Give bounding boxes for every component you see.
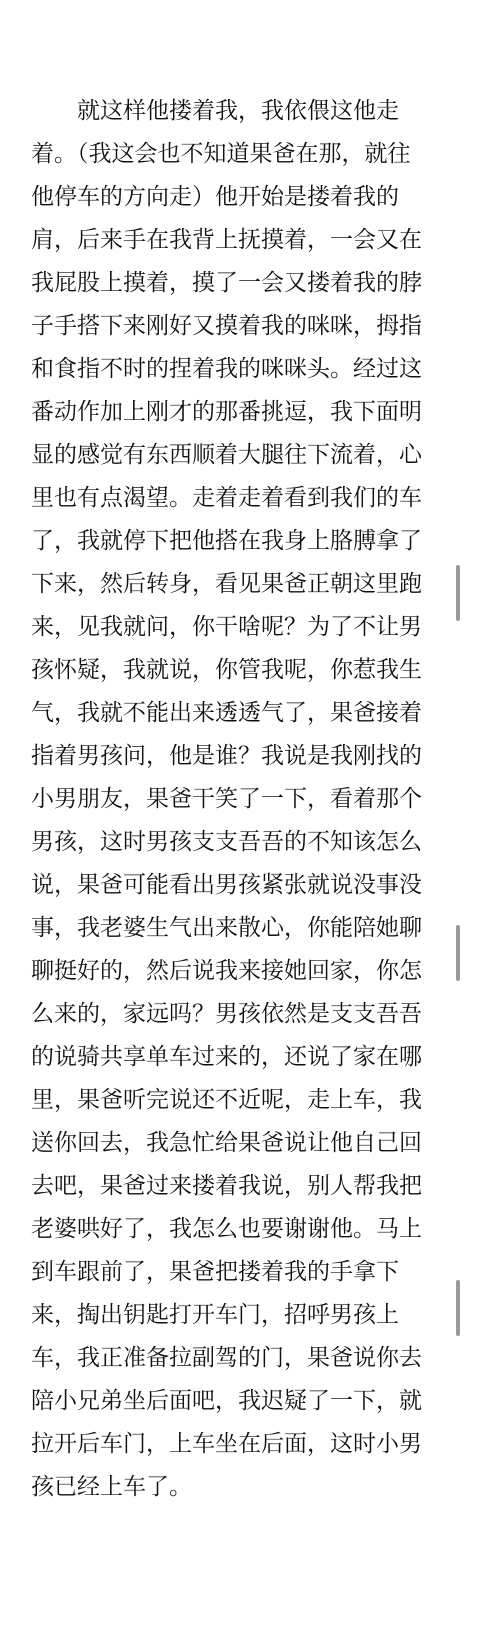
text-line: 来，见我就问，你干啥呢？为了不让男 xyxy=(31,614,422,640)
text-line: 下来，然后转身，看见果爸正朝这里跑 xyxy=(31,571,422,597)
text-line: 去吧，果爸过来搂着我说，别人帮我把 xyxy=(31,1173,422,1199)
scrollbar-thumb[interactable] xyxy=(456,565,460,621)
text-line: 来，掏出钥匙打开车门，招呼男孩上 xyxy=(31,1302,399,1328)
text-line: 我屁股上摸着，摸了一会又搂着我的脖 xyxy=(31,270,422,296)
scrollbar-thumb[interactable] xyxy=(456,1280,460,1336)
text-line: 里，果爸听完说还不近呢，走上车，我 xyxy=(31,1087,422,1113)
text-line: 男孩，这时男孩支支吾吾的不知该怎么 xyxy=(31,829,422,855)
text-line: 了，我就停下把他搭在我身上胳膊拿了 xyxy=(31,528,422,554)
text-line: 子手搭下来刚好又摸着我的咪咪，拇指 xyxy=(31,313,422,339)
text-line: 事，我老婆生气出来散心，你能陪她聊 xyxy=(31,915,422,941)
text-line: 聊挺好的，然后说我来接她回家，你怎 xyxy=(31,958,422,984)
text-line: 老婆哄好了，我怎么也要谢谢他。马上 xyxy=(31,1216,422,1242)
text-line: 送你回去，我急忙给果爸说让他自己回 xyxy=(31,1130,422,1156)
scrollbar-thumb[interactable] xyxy=(456,925,460,981)
text-line: 他停车的方向走）他开始是搂着我的 xyxy=(31,184,399,210)
text-line: 气，我就不能出来透透气了，果爸接着 xyxy=(31,700,422,726)
article-body xyxy=(31,90,451,1509)
text-line: 拉开后车门，上车坐在后面，这时小男 xyxy=(31,1431,422,1457)
text-line: 显的感觉有东西顺着大腿往下流着，心 xyxy=(31,442,422,468)
text-line: 里也有点渴望。走着走着看到我们的车 xyxy=(31,485,422,511)
text-line: 小男朋友，果爸干笑了一下，看着那个 xyxy=(31,786,422,812)
text-line: 着。（我这会也不知道果爸在那，就往 xyxy=(31,141,411,167)
text-line: 么来的，家远吗？男孩依然是支支吾吾 xyxy=(31,1001,422,1027)
text-line: 说，果爸可能看出男孩紧张就说没事没 xyxy=(31,872,422,898)
text-line: 到车跟前了，果爸把搂着我的手拿下 xyxy=(31,1259,399,1285)
text-line: 番动作加上刚才的那番挑逗，我下面明 xyxy=(31,399,422,425)
text-line: 陪小兄弟坐后面吧，我迟疑了一下，就 xyxy=(31,1388,422,1414)
text-line: 的说骑共享单车过来的，还说了家在哪 xyxy=(31,1044,422,1070)
text-line: 就这样他搂着我，我依偎这他走 xyxy=(31,98,399,124)
text-line: 车，我正准备拉副驾的门，果爸说你去 xyxy=(31,1345,422,1371)
text-line: 肩，后来手在我背上抚摸着，一会又在 xyxy=(31,227,422,253)
text-line: 孩已经上车了。 xyxy=(31,1474,192,1500)
text-line: 指着男孩问，他是谁？我说是我刚找的 xyxy=(31,743,422,769)
text-line: 和食指不时的捏着我的咪咪头。经过这 xyxy=(31,356,422,382)
text-line: 孩怀疑，我就说，你管我呢，你惹我生 xyxy=(31,657,422,683)
